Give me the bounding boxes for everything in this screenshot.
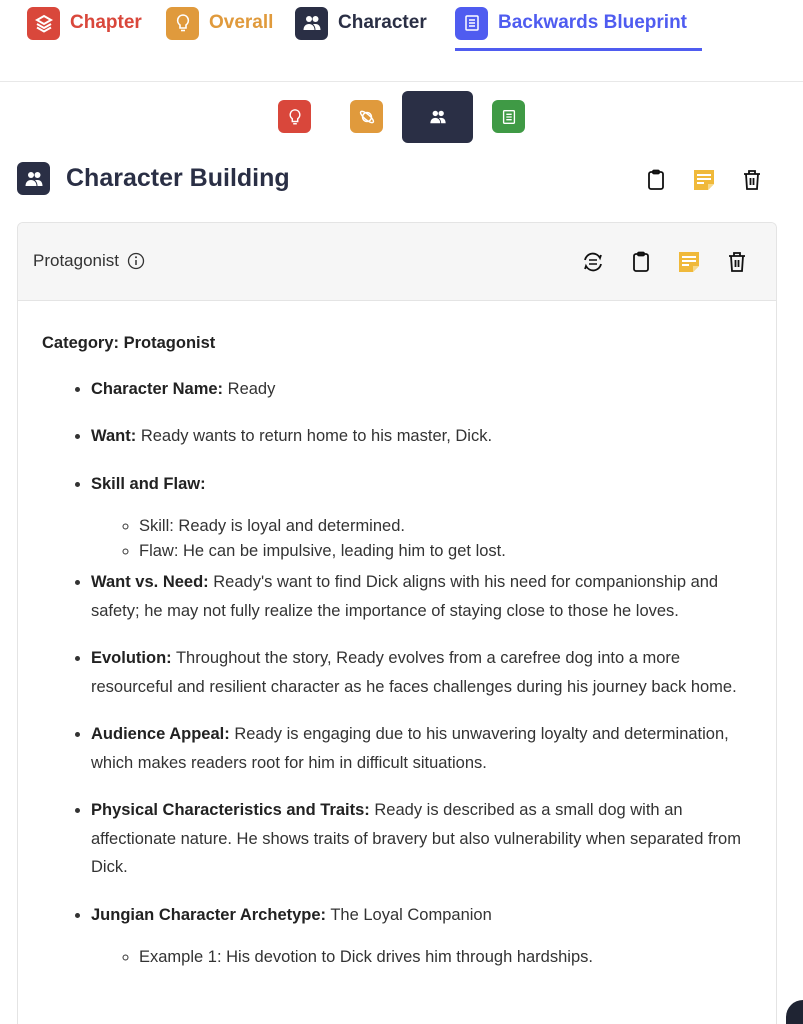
detail-text: Ready's want to find Dick aligns with his need for companionship and safety; he may not fully realize the importance of staying close to those he loves. [91, 573, 719, 620]
section-actions [644, 168, 764, 192]
detail-item [91, 422, 752, 451]
section-header [17, 162, 290, 195]
planet-mode-button[interactable] [350, 100, 383, 133]
planet-icon [358, 108, 376, 126]
users-icon [429, 108, 447, 126]
detail-item [91, 470, 752, 565]
regenerate-icon[interactable] [581, 250, 605, 274]
character-card [17, 222, 777, 1024]
top-tabs [0, 0, 803, 82]
sub-item: ◦ Skill: Ready is loyal and determined. [139, 514, 752, 539]
note-icon[interactable] [692, 168, 716, 192]
character-details [42, 375, 752, 971]
lightbulb-mode-button[interactable] [278, 100, 311, 133]
mode-switcher [0, 91, 803, 143]
list-icon [455, 7, 488, 40]
detail-item [91, 375, 752, 404]
tab-backwards-blueprint[interactable]: Backwards Blueprint [455, 6, 687, 40]
note-icon[interactable] [677, 250, 701, 274]
detail-text: Ready is described as a small dog with an affectionate nature. He shows traits of bravery but also vulnerability when separated from Dick. [91, 801, 741, 876]
tab-overall[interactable]: Overall [166, 6, 273, 40]
list-mode-button[interactable] [492, 100, 525, 133]
character-mode-button[interactable] [402, 91, 473, 143]
sub-item: ◦ Example 1: His devotion to Dick drives him through hardships. [139, 945, 752, 970]
detail-item [91, 796, 752, 882]
detail-text: Ready wants to return home to his master, Dick. [140, 427, 493, 445]
detail-label: Jungian Character Archetype: [91, 905, 327, 924]
clipboard-icon[interactable] [629, 250, 653, 274]
detail-text: The Loyal Companion [330, 905, 492, 924]
info-icon[interactable] [127, 252, 145, 270]
lightbulb-icon [166, 7, 199, 40]
detail-item [91, 720, 752, 777]
detail-label: Skill and Flaw: [91, 474, 206, 493]
clipboard-icon[interactable] [644, 168, 668, 192]
detail-label: Evolution: [91, 649, 172, 667]
tab-character[interactable]: Character [295, 6, 427, 40]
chat-button[interactable] [786, 1000, 803, 1024]
detail-label: Character Name: [91, 379, 224, 398]
detail-text: Throughout the story, Ready evolves from a carefree dog into a more resourceful and resilient character as he faces challenges during his journey back home. [91, 649, 737, 696]
active-tab-indicator [455, 48, 702, 51]
layers-icon [27, 7, 60, 40]
lightbulb-icon [286, 108, 304, 126]
detail-label: Audience Appeal: [91, 725, 230, 743]
card-label: Protagonist [33, 251, 119, 270]
detail-item [91, 644, 752, 701]
card-body [18, 301, 776, 970]
tab-chapter[interactable]: Chapter [27, 6, 142, 40]
users-icon [17, 162, 50, 195]
sub-item: ◦ Flaw: He can be impulsive, leading him to get lost. [139, 539, 752, 564]
list-icon [500, 108, 518, 126]
page-title: Character Building [66, 164, 290, 192]
sub-list [91, 514, 752, 564]
detail-item [91, 901, 752, 971]
detail-text: Ready is engaging due to his unwavering loyalty and determination, which makes readers root for him in difficult situations. [91, 725, 729, 772]
detail-label: Want vs. Need: [91, 573, 209, 591]
detail-text: Ready [227, 379, 276, 398]
card-header [18, 223, 776, 301]
detail-item [91, 568, 752, 625]
category-line: Category: Protagonist [42, 334, 216, 352]
detail-label: Want: [91, 427, 137, 445]
detail-label: Physical Characteristics and Traits: [91, 801, 370, 819]
trash-icon[interactable] [740, 168, 764, 192]
users-icon [295, 7, 328, 40]
sub-list [91, 945, 752, 970]
trash-icon[interactable] [725, 250, 749, 274]
